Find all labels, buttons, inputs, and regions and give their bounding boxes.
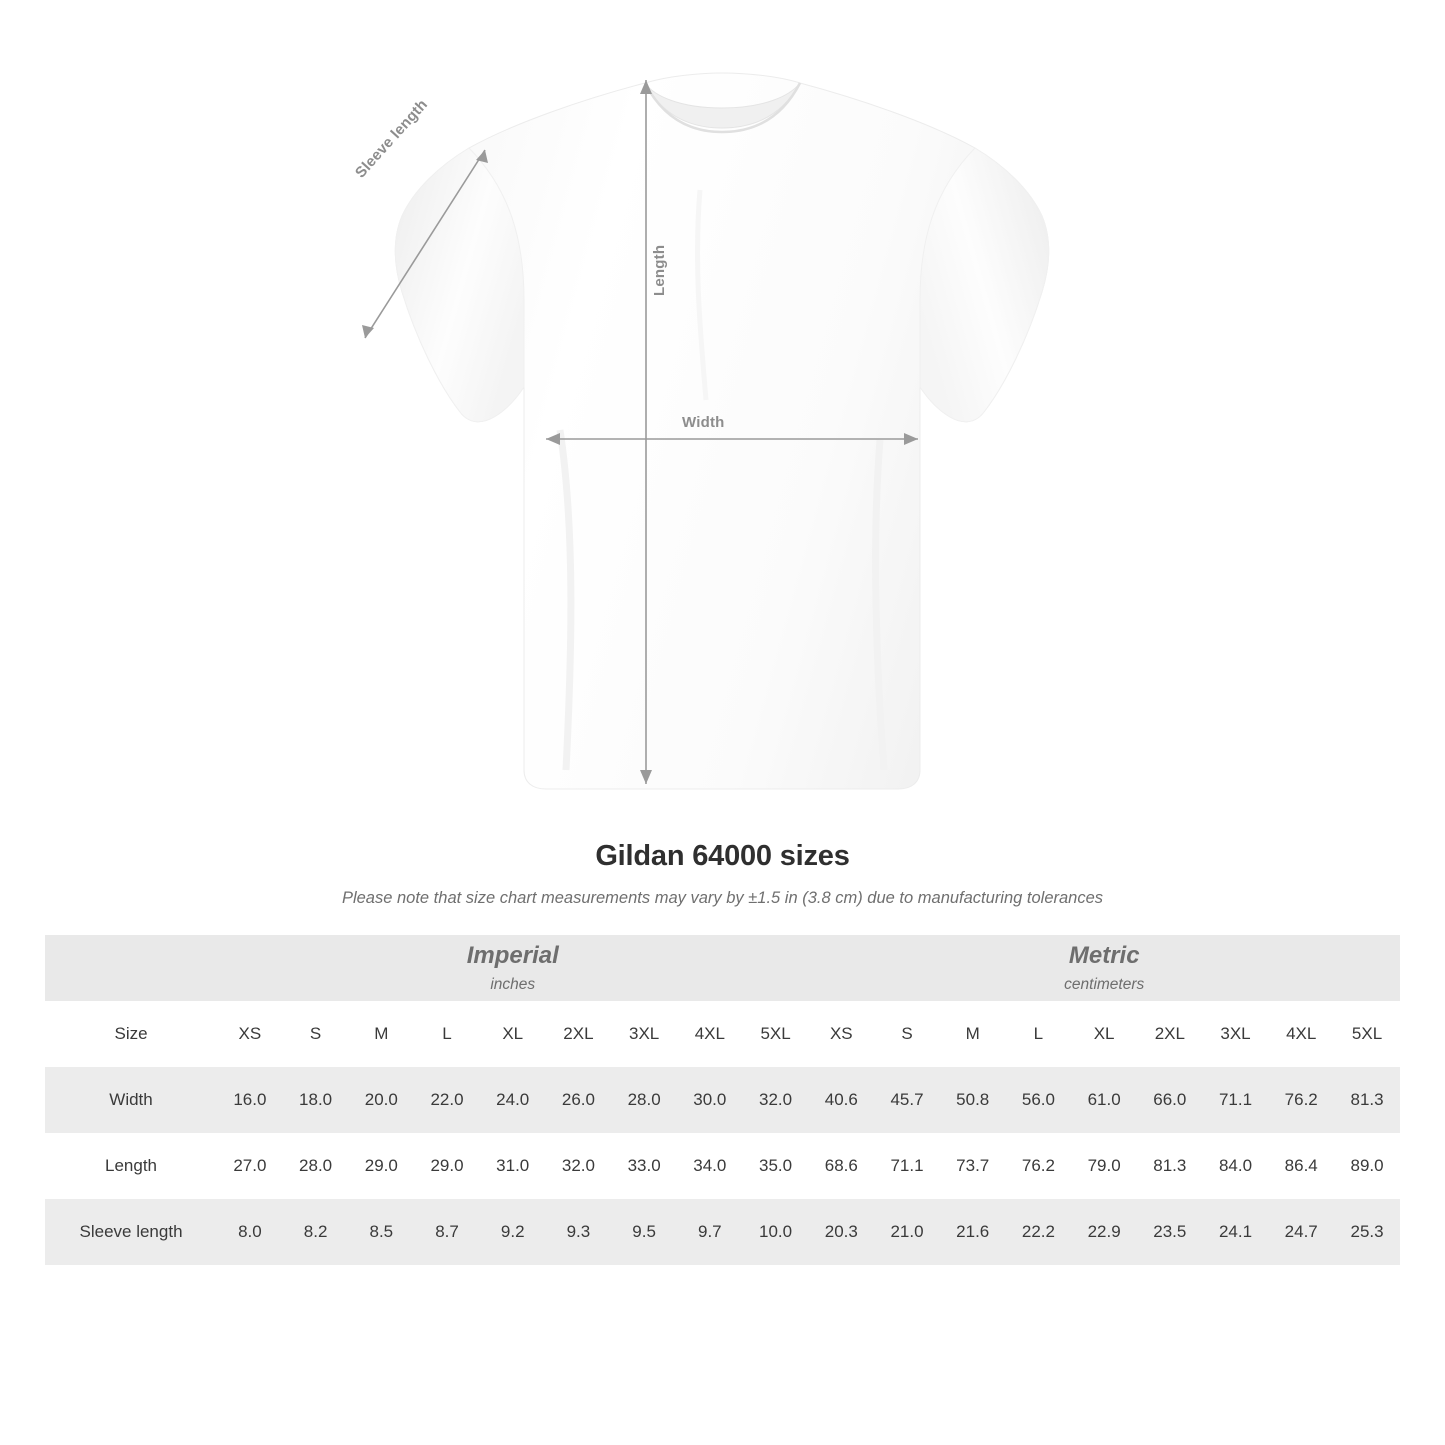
table-row-width [45,1067,1400,1133]
size-cell: S [874,1001,940,1067]
table-row-sleeve-length [45,1199,1400,1265]
size-cell: 5XL [743,1001,809,1067]
measure-cell: 28.0 [283,1133,349,1199]
row-label-width: Width [45,1067,217,1133]
sleeve-length-dimension-label: Sleeve length [352,96,432,182]
measure-cell: 73.7 [940,1133,1006,1199]
measure-cell: 81.3 [1334,1067,1400,1133]
measure-cell: 8.0 [217,1199,283,1265]
measure-cell: 24.0 [480,1067,546,1133]
measure-cell: 29.0 [348,1133,414,1199]
measure-cell: 9.3 [546,1199,612,1265]
measure-cell: 16.0 [217,1067,283,1133]
measure-cell: 31.0 [480,1133,546,1199]
measure-cell: 71.1 [874,1133,940,1199]
size-cell: S [283,1001,349,1067]
measure-cell: 81.3 [1137,1133,1203,1199]
measure-cell: 9.5 [611,1199,677,1265]
measure-cell: 76.2 [1006,1133,1072,1199]
measure-cell: 45.7 [874,1067,940,1133]
measure-cell: 21.6 [940,1199,1006,1265]
size-cell: XS [217,1001,283,1067]
measure-cell: 8.2 [283,1199,349,1265]
size-cell: 4XL [1268,1001,1334,1067]
unit-header-metric-sub: centimeters [1064,975,1145,993]
measure-cell: 56.0 [1006,1067,1072,1133]
unit-header-spacer [45,935,217,1001]
size-chart-table [45,935,1400,1265]
size-cell: 2XL [546,1001,612,1067]
measure-cell: 33.0 [611,1133,677,1199]
measure-cell: 8.7 [414,1199,480,1265]
measure-cell: 22.2 [1006,1199,1072,1265]
size-cell: 4XL [677,1001,743,1067]
unit-header-imperial [217,935,808,1001]
measure-cell: 32.0 [743,1067,809,1133]
measure-cell: 24.1 [1203,1199,1269,1265]
measure-cell: 18.0 [283,1067,349,1133]
width-dimension-label: Width [682,414,725,431]
unit-header-metric-name: Metric [1068,942,1140,970]
unit-header-imperial-name: Imperial [466,942,559,970]
size-cell: 3XL [611,1001,677,1067]
row-label-sleeve-length: Sleeve length [45,1199,217,1265]
size-cell: XS [808,1001,874,1067]
measure-cell: 68.6 [808,1133,874,1199]
measure-cell: 27.0 [217,1133,283,1199]
measure-cell: 66.0 [1137,1067,1203,1133]
title-block [0,840,1445,908]
measure-cell: 9.7 [677,1199,743,1265]
measure-cell: 71.1 [1203,1067,1269,1133]
measure-cell: 21.0 [874,1199,940,1265]
measure-cell: 26.0 [546,1067,612,1133]
size-header-row [45,1001,1400,1067]
size-cell: L [1006,1001,1072,1067]
measure-cell: 86.4 [1268,1133,1334,1199]
measure-cell: 89.0 [1334,1133,1400,1199]
size-cell: XL [1071,1001,1137,1067]
measure-cell: 34.0 [677,1133,743,1199]
unit-header-imperial-sub: inches [490,975,536,993]
page-title: Gildan 64000 sizes [595,840,850,872]
size-cell: 3XL [1203,1001,1269,1067]
measure-cell: 8.5 [348,1199,414,1265]
tolerance-note: Please note that size chart measurements may vary by ±1.5 in (3.8 cm) due to manufacturing tolerances [341,889,1104,907]
size-cell: M [940,1001,1006,1067]
measure-cell: 9.2 [480,1199,546,1265]
measure-cell: 23.5 [1137,1199,1203,1265]
measure-cell: 35.0 [743,1133,809,1199]
size-cell: 5XL [1334,1001,1400,1067]
length-dimension-label: Length [651,244,668,296]
measure-cell: 22.0 [414,1067,480,1133]
measure-cell: 20.3 [808,1199,874,1265]
unit-header-metric [808,935,1400,1001]
row-label-length: Length [45,1133,217,1199]
measure-cell: 10.0 [743,1199,809,1265]
measure-cell: 24.7 [1268,1199,1334,1265]
measure-cell: 79.0 [1071,1133,1137,1199]
size-row-label: Size [45,1001,217,1067]
measure-cell: 32.0 [546,1133,612,1199]
measure-cell: 30.0 [677,1067,743,1133]
measure-cell: 20.0 [348,1067,414,1133]
size-chart-table-wrapper [45,935,1400,1265]
measure-cell: 40.6 [808,1067,874,1133]
table-row-length [45,1133,1400,1199]
measure-cell: 28.0 [611,1067,677,1133]
size-cell: L [414,1001,480,1067]
measure-cell: 50.8 [940,1067,1006,1133]
measure-cell: 25.3 [1334,1199,1400,1265]
size-cell: 2XL [1137,1001,1203,1067]
size-cell: XL [480,1001,546,1067]
measure-cell: 29.0 [414,1133,480,1199]
size-cell: M [348,1001,414,1067]
unit-header-row [45,935,1400,1001]
measure-cell: 84.0 [1203,1133,1269,1199]
measure-cell: 22.9 [1071,1199,1137,1265]
measure-cell: 61.0 [1071,1067,1137,1133]
measure-cell: 76.2 [1268,1067,1334,1133]
